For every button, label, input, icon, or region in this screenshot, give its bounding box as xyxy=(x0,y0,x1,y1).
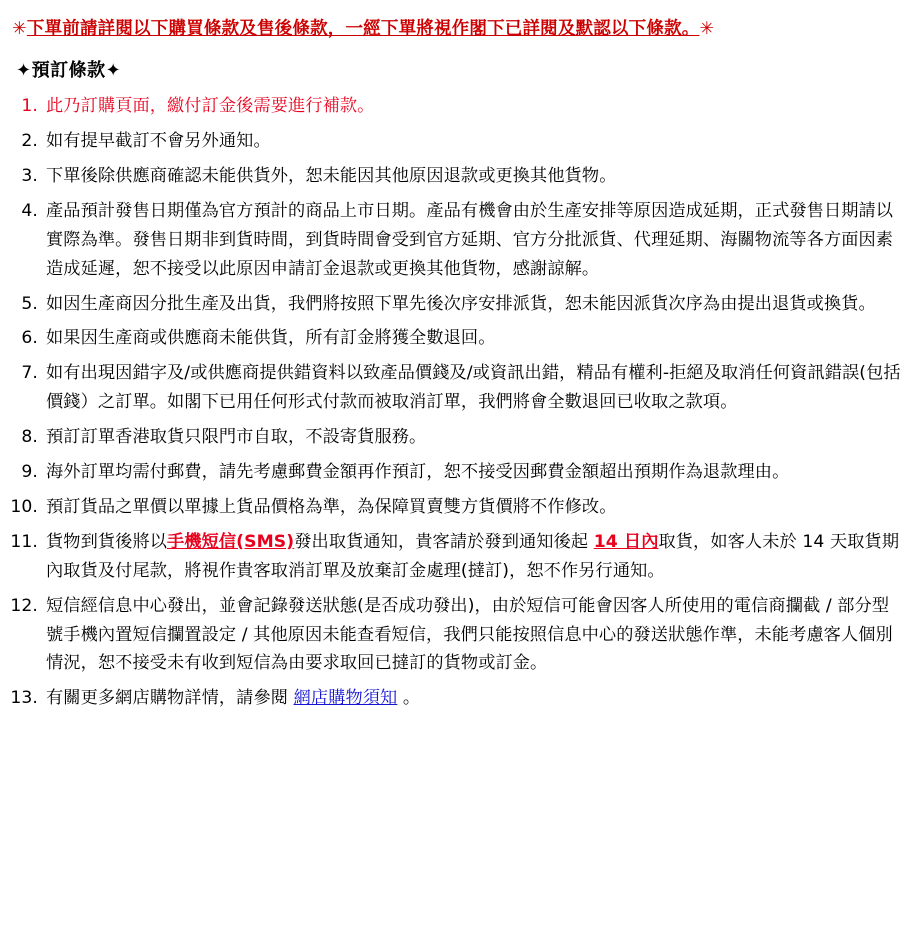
list-item xyxy=(10,592,901,679)
list-item xyxy=(10,528,901,586)
term13-part-b: 。 xyxy=(397,688,421,709)
list-item xyxy=(10,290,901,319)
list-item-number: 6. xyxy=(21,328,38,349)
list-item xyxy=(10,127,901,156)
deadline-highlight: 14 日內 xyxy=(593,531,659,552)
section-title: ✦預訂條款✦ xyxy=(16,60,122,82)
list-item-text: 產品預計發售日期僅為官方預計的商品上市日期。產品有機會由於生產安排等原因造成延期，正式發售日期請以實際為準。發售日期非到貨時間，到貨時間會受到官方延期、官方分批派貨、代理延期、海關物流等各方面因素造成延遲，恕不接受以此原因申請訂金退款或更換其他貨物，感謝諒解。 xyxy=(46,200,894,279)
sms-highlight: 手機短信(SMS) xyxy=(167,531,295,552)
list-item-text: 下單後除供應商確認未能供貨外，恕未能因其他原因退款或更換其他貨物。 xyxy=(46,166,617,187)
list-item-text: 此乃訂購頁面，繳付訂金後需要進行補款。 xyxy=(46,96,375,117)
list-item-number: 5. xyxy=(21,293,38,314)
top-notice-text: 下單前請詳閱以下購買條款及售後條款，一經下單將視作閣下已詳閱及默認以下條款。 xyxy=(26,19,700,39)
list-item-text: 如因生產商因分批生產及出貨，我們將按照下單先後次序安排派貨，恕未能因派貨次序為由提出退貨或換貨。 xyxy=(46,293,876,314)
top-notice xyxy=(12,16,901,42)
list-item xyxy=(10,458,901,487)
term11-part-c: 取貨，如客人未於 14 天取貨期內取貨及付尾款，將視作貴客取消訂單及放棄訂金處理(撻訂)，恕不作另行通知。 xyxy=(46,531,900,581)
list-item-number: 11. xyxy=(10,531,38,552)
list-item xyxy=(10,359,901,417)
term13-part-a: 有關更多網店購物詳情，請參閱 xyxy=(46,688,294,709)
list-item xyxy=(10,92,901,121)
list-item-number: 9. xyxy=(21,462,38,483)
list-item xyxy=(10,684,901,713)
list-item-text: 預訂貨品之單價以單據上貨品價格為準，為保障買賣雙方貨價將不作修改。 xyxy=(46,496,617,517)
term11-part-b: 發出取貨通知，貴客請於發到通知後起 xyxy=(294,531,594,552)
list-item xyxy=(10,493,901,522)
list-item-text: 如有出現因錯字及/或供應商提供錯資料以致產品價錢及/或資訊出錯，精品有權利-拒絕及取消任何資訊錯誤(包括價錢）之訂單。如閣下已用任何形式付款而被取消訂單，我們將會全數退回已收取之款項。 xyxy=(46,363,901,413)
list-item-number: 10. xyxy=(10,496,38,517)
term11-part-a: 貨物到貨後將以 xyxy=(46,531,168,552)
asterisk-right-icon: ✳ xyxy=(699,19,715,39)
list-item-number: 13. xyxy=(10,688,38,709)
list-item-number: 8. xyxy=(21,427,38,448)
list-item-number: 12. xyxy=(10,595,38,616)
list-item-number: 4. xyxy=(21,200,38,221)
terms-list xyxy=(10,92,901,713)
list-item-number: 7. xyxy=(21,363,38,384)
list-item xyxy=(10,423,901,452)
list-item xyxy=(10,162,901,191)
list-item-text: 預訂訂單香港取貨只限門市自取，不設寄貨服務。 xyxy=(46,427,427,448)
list-item-text: 海外訂單均需付郵費，請先考慮郵費金額再作預訂，恕不接受因郵費金額超出預期作為退款理由。 xyxy=(46,462,790,483)
list-item-text: 如有提早截訂不會另外通知。 xyxy=(46,131,271,152)
list-item-text: 如果因生產商或供應商未能供貨，所有訂金將獲全數退回。 xyxy=(46,328,496,349)
list-item xyxy=(10,197,901,284)
asterisk-left-icon: ✳ xyxy=(12,19,27,39)
list-item-number: 2. xyxy=(21,131,38,152)
list-item xyxy=(10,324,901,353)
list-item-number: 1. xyxy=(21,96,38,117)
shop-guide-link[interactable]: 網店購物須知 xyxy=(293,688,398,709)
list-item-text xyxy=(46,528,901,586)
list-item-number: 3. xyxy=(21,166,38,187)
list-item-text: 短信經信息中心發出，並會記錄發送狀態(是否成功發出)，由於短信可能會因客人所使用的電信商攔截 / 部分型號手機內置短信攔置設定 / 其他原因未能查看短信，我們只能按照信息中心的發送狀態作準，未能考慮客人個別情況，恕不接受未有收到短信為由要求取回已撻訂的貨物或訂金。 xyxy=(46,595,893,674)
list-item-text xyxy=(46,684,901,713)
